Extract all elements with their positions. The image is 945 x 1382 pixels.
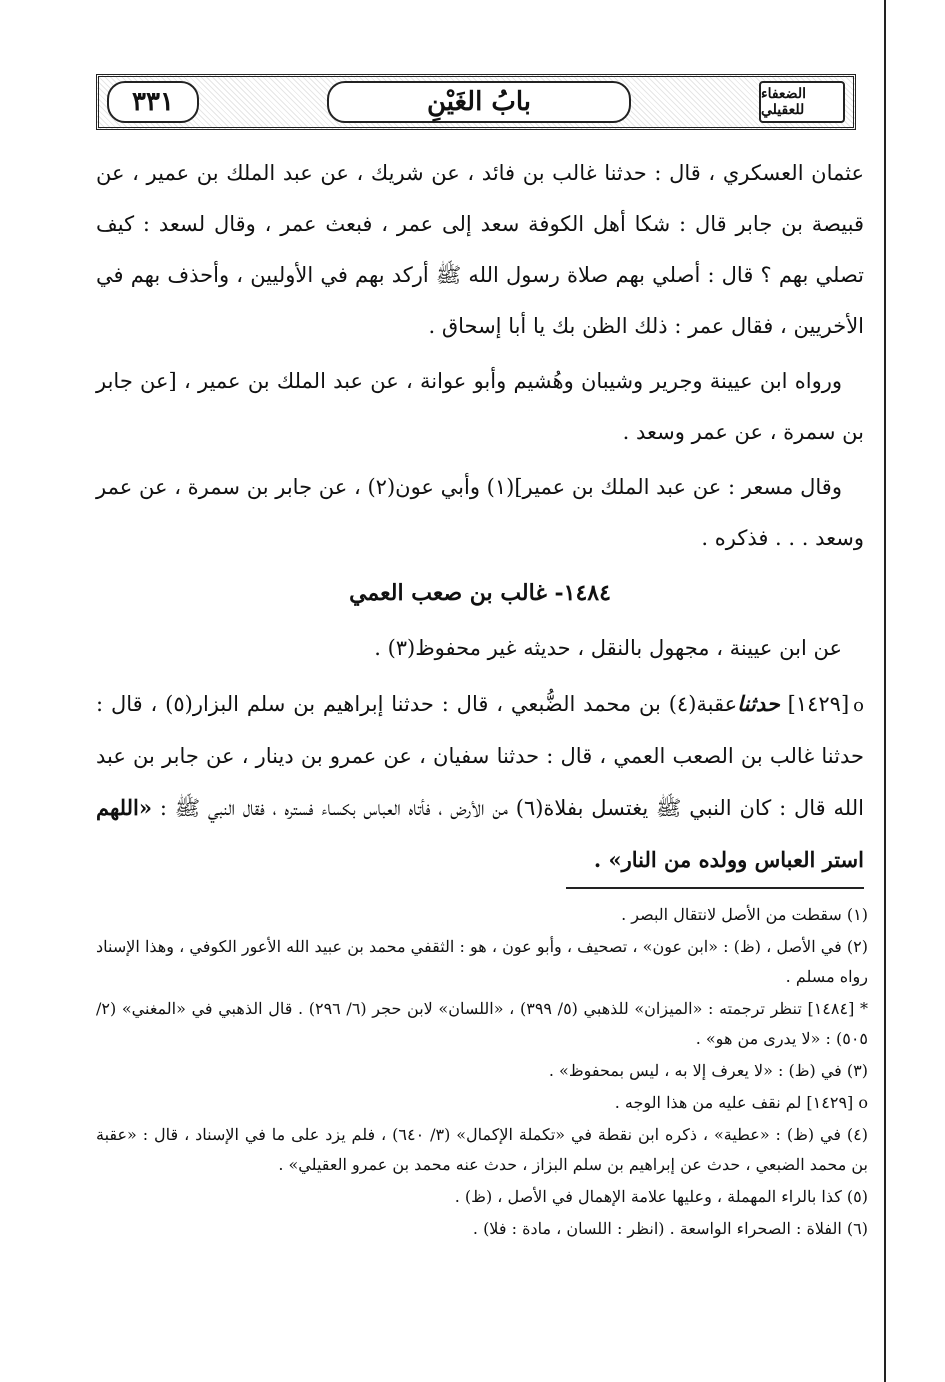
footnotes: [96, 900, 868, 1246]
hadith-opening: حدثنا: [737, 691, 780, 716]
chapter-title: بابُ الغَيْنِ: [327, 81, 631, 123]
footnote-star: * [١٤٨٤] تنظر ترجمته : «الميزان» للذهبي (٥/ ٣٩٩) ، «اللسان» لابن حجر (٦/ ٢٩٦) . قال الذهبي في «المغني» (٢/ ٥٠٥) : «لا يدرى من هو» .: [96, 999, 868, 1048]
hadith-number: [١٤٢٩]: [787, 692, 850, 716]
footnote-hadith: o [١٤٢٩] لم نقف عليه من هذا الوجه .: [614, 1093, 868, 1112]
footnote-2: (٢) في الأصل ، (ظ) : «ابن عون» ، تصحيف ، وأبو عون ، هو : الثقفي محمد بن عبيد الله الأعور الكوفي ، وهذا الإسناد رواه مسلم .: [96, 937, 868, 986]
footnote-4: (٤) في (ظ) : «عطية» ، ذكره ابن نقطة في «تكملة الإكمال» (٣/ ٦٤٠) ، فلم يزد على ما في الإسناد ، قال : «عقبة بن محمد الضبعي ، حدث عن إبراهيم بن سلم البزاز ، حدث عنه محمد بن عمرو العقيلي» .: [96, 1125, 869, 1174]
footnote-5: (٥) كذا بالراء المهملة ، وعليها علامة الإهمال في الأصل ، (ظ) .: [454, 1187, 868, 1206]
paragraph-3: وقال مسعر : عن عبد الملك بن عمير](١) وأبي عون(٢) ، عن جابر بن سمرة ، عن عمر وسعد . . . فذكره .: [96, 475, 864, 550]
main-text: [96, 148, 864, 890]
page-number: ٣٣١: [107, 81, 199, 123]
page-header: [96, 74, 856, 130]
paragraph-2: ورواه ابن عيينة وجرير وشيبان وهُشيم وأبو عوانة ، عن عبد الملك بن عمير ، [عن جابر بن سمرة ، عن عمر وسعد .: [96, 369, 864, 444]
section-title: ١٤٨٤- غالب بن صعب العمي: [349, 580, 611, 606]
page-edge-rule: [884, 0, 886, 1382]
footnote-3: (٣) في (ظ) : «لا يعرف إلا به ، ليس بمحفوظ» .: [548, 1061, 868, 1080]
hadith-quote: «اللهم استر العباس وولده من النار» .: [96, 795, 864, 872]
footnote-separator: [566, 887, 864, 889]
paragraph-1: عثمان العسكري ، قال : حدثنا غالب بن فائد ، عن شريك ، عن عبد الملك بن عمير ، عن قبيصة بن جابر قال : شكا أهل الكوفة سعد إلى عمر ، فبعث عمر ، وقال لسعد : كيف تصلي بهم ؟ قال : أصلي بهم صلاة رسول الله ﷺ أركد بهم في الأوليين ، وأحذف بهم في الأخريين ، فقال عمر : ذلك الظن بك يا أبا إسحاق .: [96, 161, 864, 338]
footnote-1: (١) سقطت من الأصل لانتقال البصر .: [621, 905, 868, 924]
hadith-paragraph: [96, 678, 864, 886]
paragraph-4: عن ابن عيينة ، مجهول بالنقل ، حديثه غير محفوظ(٣) .: [374, 636, 842, 660]
footnote-6: (٦) الفلاة : الصحراء الواسعة . (انظر : اللسان ، مادة : فلا) .: [472, 1219, 868, 1238]
hadith-text: عقبة(٤) بن محمد الضُّبعي ، قال : حدثنا إبراهيم بن سلم البزار(٥) ، قال : حدثنا غالب بن الصعب العمي ، قال : حدثنا سفيان ، عن عمرو بن دينار ، عن جابر بن عبد الله قال : كان النبي ﷺ يغتسل بفلاة(٦) من الأرض ، فأتاه العباس بكساء فستره ، فقال النبي ﷺ :: [96, 692, 864, 820]
book-logo: الضعفاء للعقيلي: [759, 81, 845, 123]
hadith-marker: o: [853, 695, 864, 716]
